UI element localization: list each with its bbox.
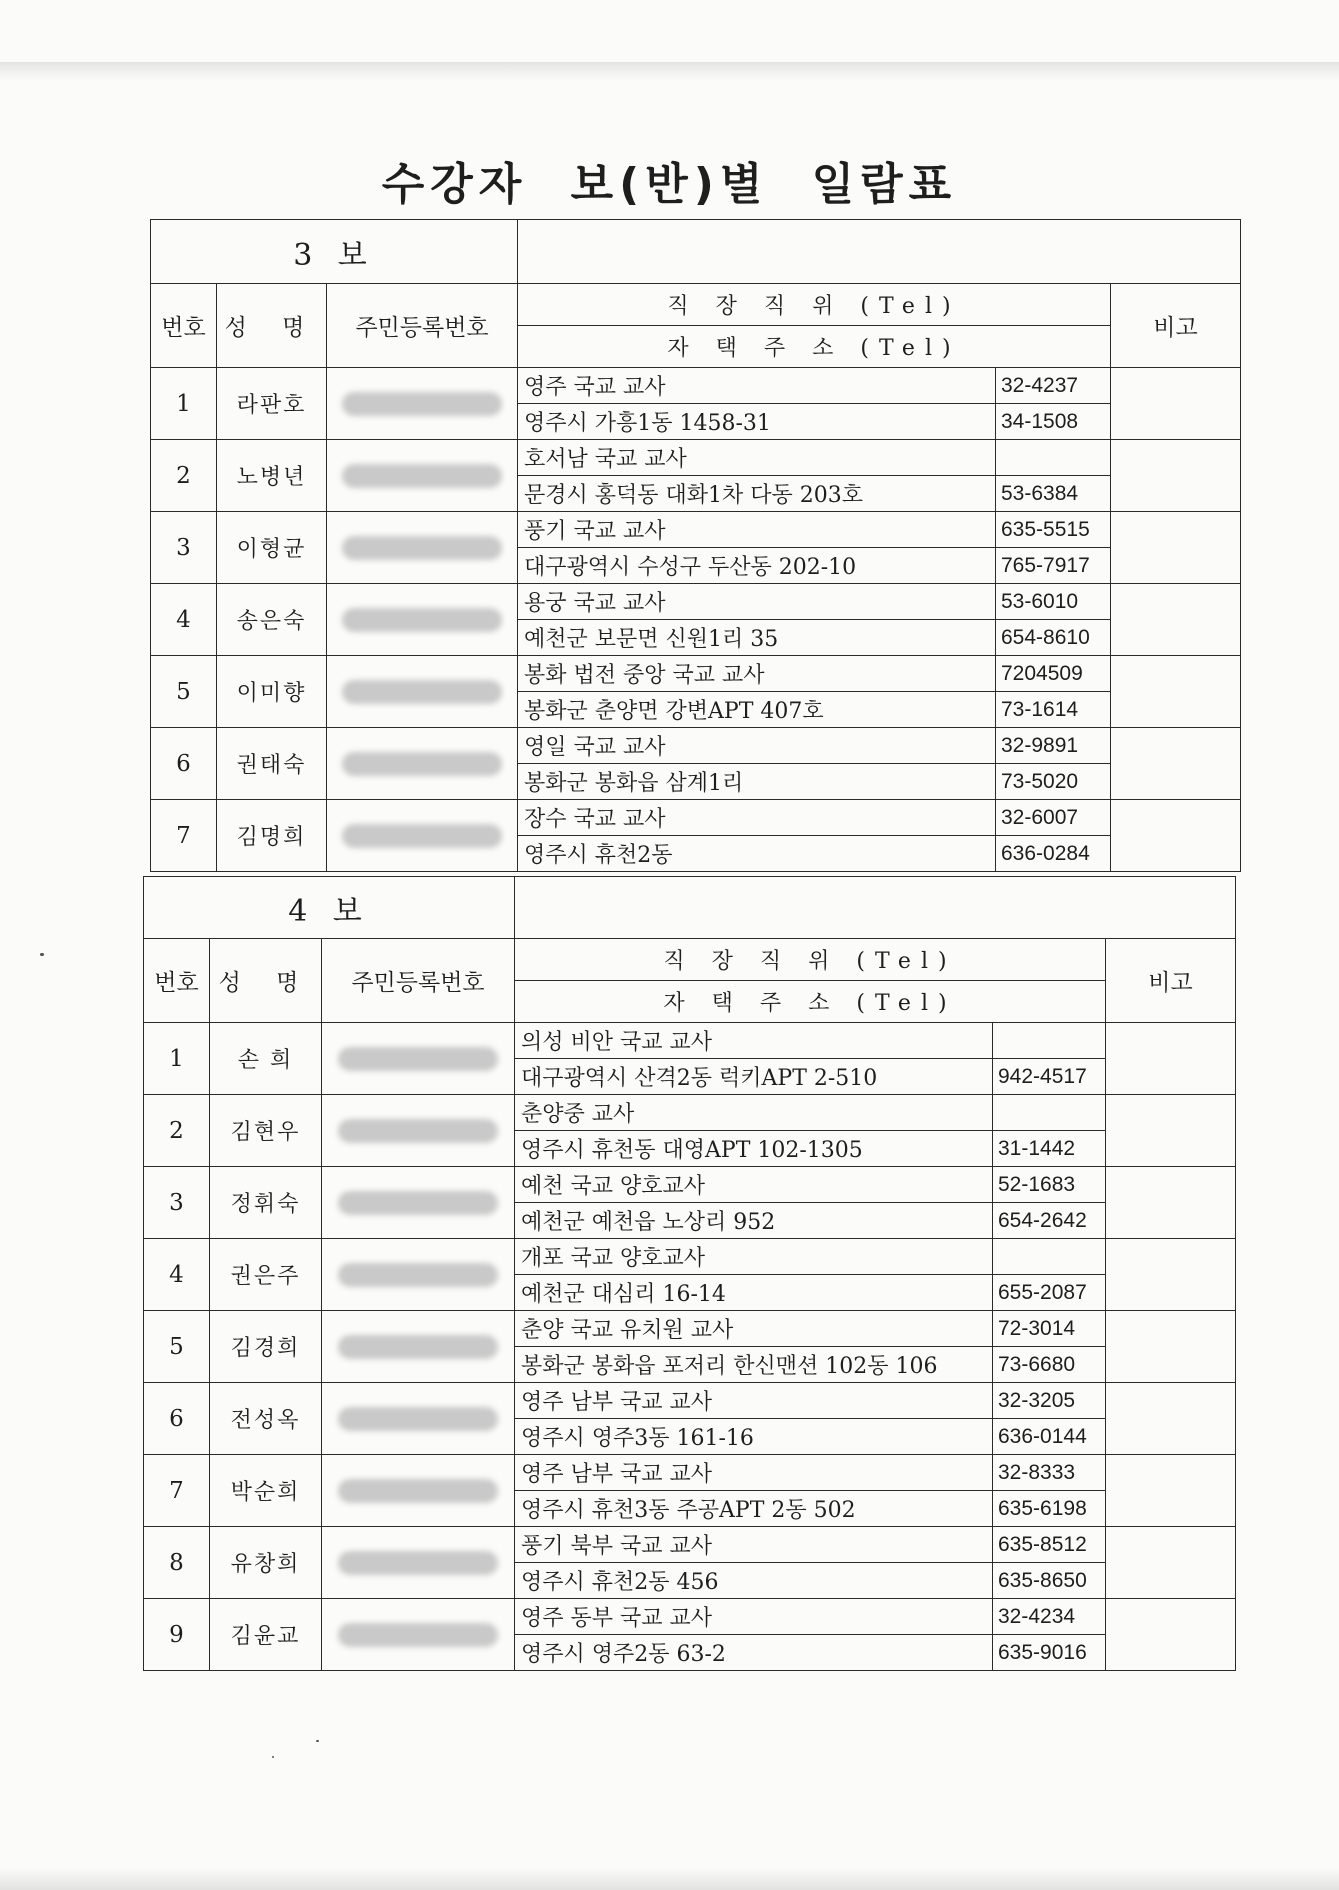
note-cell <box>1111 440 1241 512</box>
home-address-cell: 예천군 대심리 16-14 <box>515 1275 993 1311</box>
workplace-tel: 32-4237 <box>996 368 1111 404</box>
row-name: 김명희 <box>217 800 327 872</box>
rrn-redacted <box>322 1311 515 1383</box>
section-body <box>151 220 1241 872</box>
workplace-tel: 7204509 <box>996 656 1111 692</box>
rrn-redacted <box>322 1239 515 1311</box>
row-number: 8 <box>144 1527 210 1599</box>
redaction-blur <box>338 1551 498 1575</box>
workplace-cell: 의성 비안 국교 교사 <box>515 1023 993 1059</box>
workplace-cell: 풍기 북부 국교 교사 <box>515 1527 993 1563</box>
header-rrn: 주민등록번호 <box>322 939 515 1023</box>
section-table-4 <box>143 876 1236 1671</box>
header-note: 비고 <box>1106 939 1236 1023</box>
workplace-tel: 52-1683 <box>993 1167 1106 1203</box>
redaction-blur <box>342 824 502 848</box>
table-row <box>144 1383 1236 1419</box>
workplace-cell: 춘양 국교 유치원 교사 <box>515 1311 993 1347</box>
workplace-cell: 장수 국교 교사 <box>518 800 996 836</box>
table-row <box>144 1239 1236 1275</box>
table-row <box>151 440 1241 476</box>
home-address-cell: 대구광역시 산격2동 럭키APT 2-510 <box>515 1059 993 1095</box>
redaction-blur <box>338 1623 498 1647</box>
rrn-redacted <box>327 584 518 656</box>
header-workplace: 직 장 직 위 (Tel) <box>515 939 1106 981</box>
home-tel: 635-9016 <box>993 1635 1106 1671</box>
workplace-cell: 영일 국교 교사 <box>518 728 996 764</box>
redaction-blur <box>338 1335 498 1359</box>
note-cell <box>1111 656 1241 728</box>
rrn-redacted <box>322 1455 515 1527</box>
workplace-cell: 춘양중 교사 <box>515 1095 993 1131</box>
home-tel: 31-1442 <box>993 1131 1106 1167</box>
workplace-tel: 635-5515 <box>996 512 1111 548</box>
home-address-cell: 예천군 보문면 신원1리 35 <box>518 620 996 656</box>
note-cell <box>1111 800 1241 872</box>
workplace-cell: 풍기 국교 교사 <box>518 512 996 548</box>
row-name: 정휘숙 <box>210 1167 322 1239</box>
scan-speck <box>40 953 44 956</box>
redaction-blur <box>338 1407 498 1431</box>
home-address-cell: 영주시 영주2동 63-2 <box>515 1635 993 1671</box>
row-number: 9 <box>144 1599 210 1671</box>
row-name: 손 희 <box>210 1023 322 1095</box>
home-address-cell: 봉화군 춘양면 강변APT 407호 <box>518 692 996 728</box>
row-number: 4 <box>144 1239 210 1311</box>
home-tel: 34-1508 <box>996 404 1111 440</box>
header-no: 번호 <box>151 284 217 368</box>
rrn-redacted <box>322 1383 515 1455</box>
row-number: 7 <box>151 800 217 872</box>
row-number: 3 <box>144 1167 210 1239</box>
note-cell <box>1106 1599 1236 1671</box>
header-name: 성 명 <box>210 939 322 1023</box>
home-address-cell: 영주시 휴천동 대영APT 102-1305 <box>515 1131 993 1167</box>
workplace-tel <box>993 1023 1106 1059</box>
header-home: 자 택 주 소 (Tel) <box>518 326 1111 368</box>
row-number: 2 <box>151 440 217 512</box>
row-number: 3 <box>151 512 217 584</box>
home-address-cell: 영주시 가흥1동 1458-31 <box>518 404 996 440</box>
home-address-cell: 문경시 홍덕동 대화1차 다동 203호 <box>518 476 996 512</box>
header-no: 번호 <box>144 939 210 1023</box>
row-name: 이미향 <box>217 656 327 728</box>
note-cell <box>1106 1455 1236 1527</box>
table-row <box>144 1095 1236 1131</box>
table-row <box>151 512 1241 548</box>
redaction-blur <box>338 1479 498 1503</box>
home-address-cell: 영주시 휴천3동 주공APT 2동 502 <box>515 1491 993 1527</box>
note-cell <box>1106 1311 1236 1383</box>
workplace-cell: 개포 국교 양호교사 <box>515 1239 993 1275</box>
workplace-tel: 32-3205 <box>993 1383 1106 1419</box>
section-label: 4 보 <box>144 877 515 939</box>
workplace-cell: 영주 남부 국교 교사 <box>515 1383 993 1419</box>
workplace-tel: 53-6010 <box>996 584 1111 620</box>
row-number: 1 <box>151 368 217 440</box>
home-tel: 73-6680 <box>993 1347 1106 1383</box>
redaction-blur <box>342 464 502 488</box>
section-header-blank <box>515 877 1236 939</box>
workplace-tel: 635-8512 <box>993 1527 1106 1563</box>
rrn-redacted <box>322 1527 515 1599</box>
workplace-cell: 영주 남부 국교 교사 <box>515 1455 993 1491</box>
table-row <box>151 368 1241 404</box>
table-row <box>144 1023 1236 1059</box>
rrn-redacted <box>327 440 518 512</box>
row-name: 김현우 <box>210 1095 322 1167</box>
note-cell <box>1111 584 1241 656</box>
document-title: 수강자 보(반)별 일람표 <box>381 159 958 210</box>
workplace-tel <box>996 440 1111 476</box>
table-row <box>151 584 1241 620</box>
header-workplace: 직 장 직 위 (Tel) <box>518 284 1111 326</box>
home-tel: 654-2642 <box>993 1203 1106 1239</box>
workplace-tel: 32-4234 <box>993 1599 1106 1635</box>
section-table-3 <box>150 219 1241 872</box>
row-number: 5 <box>151 656 217 728</box>
home-tel: 636-0284 <box>996 836 1111 872</box>
row-name: 송은숙 <box>217 584 327 656</box>
home-address-cell: 영주시 휴천2동 456 <box>515 1563 993 1599</box>
row-number: 1 <box>144 1023 210 1095</box>
section-label: 3 보 <box>151 220 518 284</box>
scan-edge-shadow-top <box>0 62 1339 80</box>
workplace-tel <box>993 1239 1106 1275</box>
workplace-cell: 영주 동부 국교 교사 <box>515 1599 993 1635</box>
home-tel: 73-1614 <box>996 692 1111 728</box>
scan-edge-shadow-bottom <box>0 1868 1339 1890</box>
home-tel: 765-7917 <box>996 548 1111 584</box>
row-name: 박순희 <box>210 1455 322 1527</box>
workplace-cell: 예천 국교 양호교사 <box>515 1167 993 1203</box>
row-number: 6 <box>151 728 217 800</box>
redaction-blur <box>342 680 502 704</box>
scan-speck <box>272 1756 274 1758</box>
rrn-redacted <box>322 1023 515 1095</box>
row-name: 노병년 <box>217 440 327 512</box>
row-name: 라판호 <box>217 368 327 440</box>
note-cell <box>1111 368 1241 440</box>
row-number: 4 <box>151 584 217 656</box>
row-name: 김윤교 <box>210 1599 322 1671</box>
row-name: 이형균 <box>217 512 327 584</box>
note-cell <box>1106 1239 1236 1311</box>
workplace-tel: 32-8333 <box>993 1455 1106 1491</box>
table-row <box>151 728 1241 764</box>
workplace-cell: 용궁 국교 교사 <box>518 584 996 620</box>
header-rrn: 주민등록번호 <box>327 284 518 368</box>
workplace-tel <box>993 1095 1106 1131</box>
redaction-blur <box>338 1119 498 1143</box>
row-number: 7 <box>144 1455 210 1527</box>
redaction-blur <box>342 608 502 632</box>
table-row <box>144 1455 1236 1491</box>
home-tel: 636-0144 <box>993 1419 1106 1455</box>
rrn-redacted <box>322 1095 515 1167</box>
rrn-redacted <box>327 368 518 440</box>
home-address-cell: 봉화군 봉화읍 포저리 한신맨션 102동 106 <box>515 1347 993 1383</box>
home-address-cell: 예천군 예천읍 노상리 952 <box>515 1203 993 1239</box>
note-cell <box>1111 512 1241 584</box>
note-cell <box>1106 1383 1236 1455</box>
rrn-redacted <box>322 1167 515 1239</box>
home-tel: 73-5020 <box>996 764 1111 800</box>
workplace-tel: 32-6007 <box>996 800 1111 836</box>
redaction-blur <box>342 392 502 416</box>
home-tel: 53-6384 <box>996 476 1111 512</box>
home-address-cell: 영주시 영주3동 161-16 <box>515 1419 993 1455</box>
home-tel: 635-6198 <box>993 1491 1106 1527</box>
home-address-cell: 영주시 휴천2동 <box>518 836 996 872</box>
table-row <box>151 656 1241 692</box>
table-row <box>151 800 1241 836</box>
header-name: 성 명 <box>217 284 327 368</box>
home-tel: 635-8650 <box>993 1563 1106 1599</box>
rrn-redacted <box>327 728 518 800</box>
workplace-tel: 72-3014 <box>993 1311 1106 1347</box>
redaction-blur <box>338 1191 498 1215</box>
redaction-blur <box>338 1047 498 1071</box>
table-row <box>144 1527 1236 1563</box>
header-home: 자 택 주 소 (Tel) <box>515 981 1106 1023</box>
section-header-blank <box>518 220 1241 284</box>
workplace-cell: 호서남 국교 교사 <box>518 440 996 476</box>
rrn-redacted <box>322 1599 515 1671</box>
home-tel: 654-8610 <box>996 620 1111 656</box>
home-address-cell: 대구광역시 수성구 두산동 202-10 <box>518 548 996 584</box>
redaction-blur <box>342 536 502 560</box>
redaction-blur <box>342 752 502 776</box>
redaction-blur <box>338 1263 498 1287</box>
rrn-redacted <box>327 656 518 728</box>
workplace-cell: 영주 국교 교사 <box>518 368 996 404</box>
row-number: 5 <box>144 1311 210 1383</box>
row-number: 6 <box>144 1383 210 1455</box>
rrn-redacted <box>327 800 518 872</box>
note-cell <box>1106 1023 1236 1095</box>
note-cell <box>1106 1095 1236 1167</box>
workplace-tel: 32-9891 <box>996 728 1111 764</box>
note-cell <box>1106 1167 1236 1239</box>
home-tel: 942-4517 <box>993 1059 1106 1095</box>
home-address-cell: 봉화군 봉화읍 삼계1리 <box>518 764 996 800</box>
table-row <box>144 1599 1236 1635</box>
row-name: 권은주 <box>210 1239 322 1311</box>
section-body <box>144 877 1236 1671</box>
rrn-redacted <box>327 512 518 584</box>
row-number: 2 <box>144 1095 210 1167</box>
header-note: 비고 <box>1111 284 1241 368</box>
note-cell <box>1111 728 1241 800</box>
row-name: 김경희 <box>210 1311 322 1383</box>
row-name: 전성옥 <box>210 1383 322 1455</box>
note-cell <box>1106 1527 1236 1599</box>
row-name: 권태숙 <box>217 728 327 800</box>
scan-speck <box>316 1740 319 1742</box>
row-name: 유창희 <box>210 1527 322 1599</box>
table-row <box>144 1167 1236 1203</box>
workplace-cell: 봉화 법전 중앙 국교 교사 <box>518 656 996 692</box>
table-row <box>144 1311 1236 1347</box>
home-tel: 655-2087 <box>993 1275 1106 1311</box>
